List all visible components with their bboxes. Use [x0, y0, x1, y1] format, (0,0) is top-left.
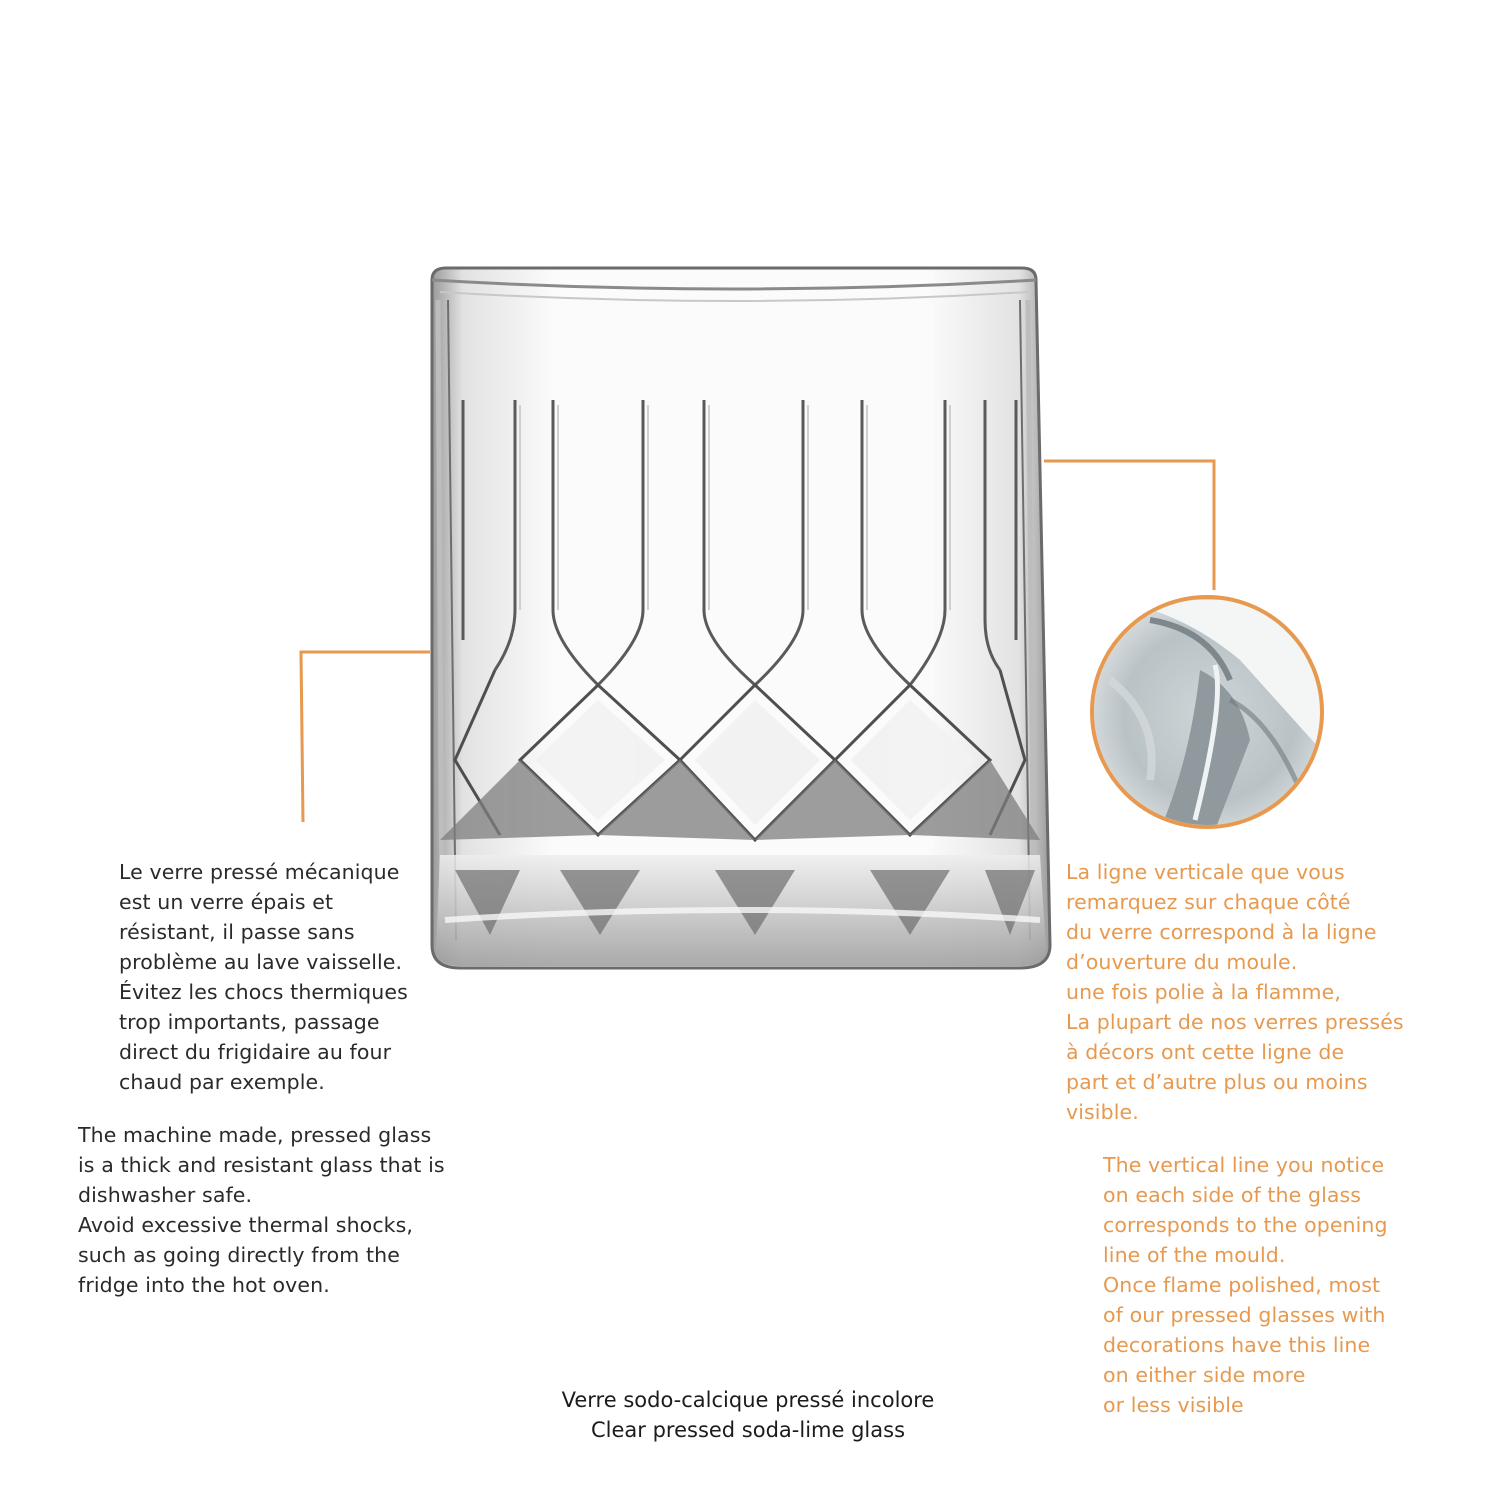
glass-tumbler-icon [432, 268, 1050, 968]
product-caption [450, 1385, 1046, 1445]
caption-english: Clear pressed soda-lime glass [590, 1418, 906, 1442]
mould-line-note-english: The vertical line you notice on each side of the glass corresponds to the opening line of the mould. Once flame polished, most of our pressed glasses with decorations have this line on either side more or less visible [1103, 1153, 1388, 1417]
mould-line-note-french: La ligne verticale que vous remarquez sur chaque côté du verre correspond à la ligne d’ouverture du moule. une fois polie à la flamme, La plupart de nos verres pressés à décors ont cette ligne de part et d’autre plus ou moins visible. [1066, 860, 1404, 1124]
care-note-english: The machine made, pressed glass is a thick and resistant glass that is dishwasher safe. Avoid excessive thermal shocks, such as going directly from the fridge into the hot oven. [78, 1123, 445, 1297]
left-callout-line [301, 652, 430, 822]
caption-french: Verre sodo-calcique pressé incolore [561, 1388, 935, 1412]
detail-zoom-icon [1090, 595, 1330, 835]
care-note-french: Le verre pressé mécanique est un verre épais et résistant, il passe sans problème au lave vaisselle. Évitez les chocs thermiques trop importants, passage direct du frigidaire au four chaud par exemple. [119, 860, 408, 1094]
right-callout-line [1044, 461, 1214, 590]
